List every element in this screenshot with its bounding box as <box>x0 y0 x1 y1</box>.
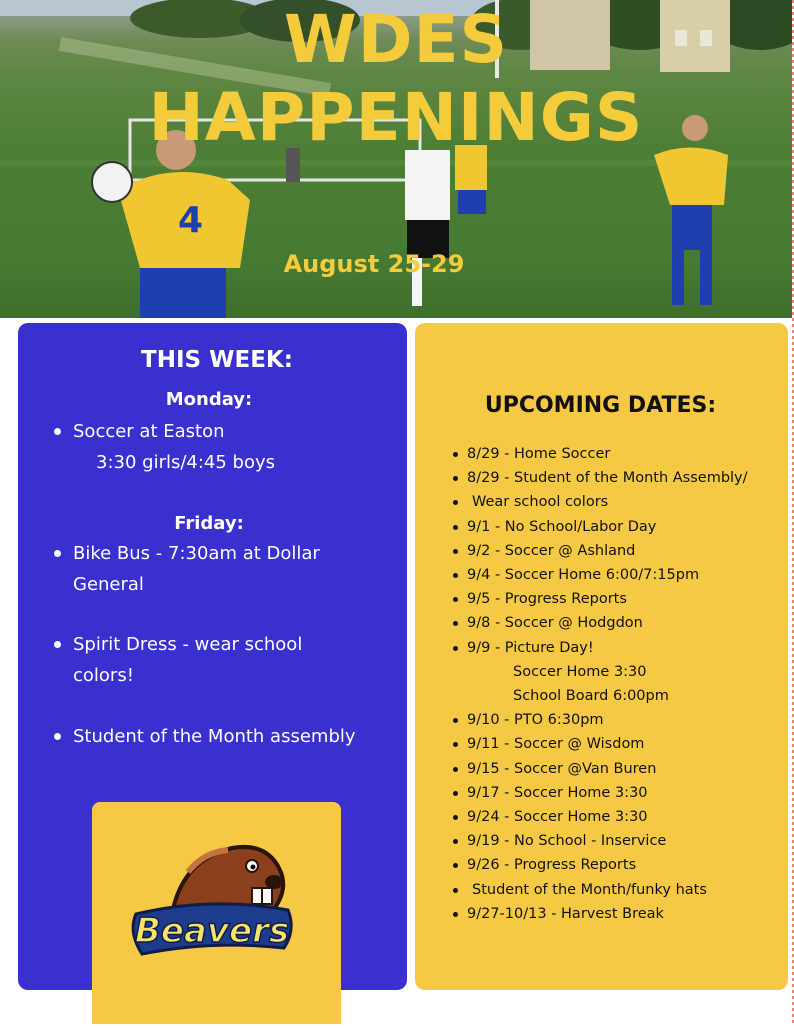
list-item-text: 9/9 - Picture Day! <box>467 639 594 656</box>
list-item-text: 9/19 - No School - Inservice <box>467 833 667 850</box>
list-item-text: 9/5 - Progress Reports <box>467 591 627 608</box>
date-range: August 25-29 <box>283 250 465 278</box>
list-item <box>453 902 783 926</box>
list-item-monday-soccer <box>54 416 374 478</box>
list-item <box>453 587 783 611</box>
list-item-text: Bike Bus - 7:30am at Dollar <box>73 543 320 564</box>
bullet-icon <box>453 791 458 796</box>
list-item-text: 9/8 - Soccer @ Hodgdon <box>467 615 643 632</box>
list-item-text-continued: colors! <box>73 665 134 686</box>
bullet-icon <box>453 452 458 457</box>
list-item <box>453 805 783 829</box>
list-item-text: 8/29 - Student of the Month Assembly/ <box>467 470 748 487</box>
bullet-icon <box>54 428 61 435</box>
list-item-text: 9/24 - Soccer Home 3:30 <box>467 809 648 826</box>
page-title-line-2: HAPPENINGS <box>148 79 644 156</box>
list-item <box>453 829 783 853</box>
list-item-text: 9/2 - Soccer @ Ashland <box>467 542 636 559</box>
bullet-icon <box>54 641 61 648</box>
list-item-subline <box>453 660 783 684</box>
list-item-text: 8/29 - Home Soccer <box>467 446 611 462</box>
logo-wordmark: Beavers <box>134 911 290 951</box>
list-item <box>453 515 783 539</box>
list-item-text: 9/15 - Soccer @Van Buren <box>467 760 657 777</box>
list-item-text: 9/11 - Soccer @ Wisdom <box>467 736 645 753</box>
list-item <box>453 539 783 563</box>
list-item <box>453 466 783 490</box>
upcoming-dates-panel <box>415 323 788 990</box>
friday-heading: Friday: <box>174 513 244 534</box>
bullet-icon <box>453 549 458 554</box>
list-item-text: Soccer Home 3:30 <box>513 663 647 680</box>
list-item-text-continued: General <box>73 574 144 595</box>
bullet-icon <box>453 525 458 530</box>
list-item-text: Spirit Dress - wear school <box>73 634 303 655</box>
list-item-text: 9/1 - No School/Labor Day <box>467 518 657 535</box>
list-item-text: 9/4 - Soccer Home 6:00/7:15pm <box>467 567 700 584</box>
list-item-text: Wear school colors <box>472 494 609 511</box>
list-item <box>453 781 783 805</box>
bullet-icon <box>453 888 458 893</box>
bullet-icon <box>453 912 458 917</box>
mascot-logo-box <box>92 802 341 1024</box>
list-item-text: School Board 6:00pm <box>513 688 669 705</box>
upcoming-dates-heading: UPCOMING DATES: <box>484 393 717 418</box>
list-item-subtext: 3:30 girls/4:45 boys <box>96 452 276 473</box>
list-item <box>453 757 783 781</box>
bullet-icon <box>453 646 458 651</box>
list-item <box>453 732 783 756</box>
bullet-icon <box>453 573 458 578</box>
list-item-text: Student of the Month assembly <box>73 726 356 747</box>
upcoming-dates-list <box>453 442 783 926</box>
list-item <box>453 636 783 660</box>
list-item-student-of-month <box>54 721 374 752</box>
list-item <box>453 708 783 732</box>
list-item <box>453 563 783 587</box>
list-item-text: Soccer at Easton <box>73 421 225 442</box>
list-item <box>453 442 783 466</box>
list-item <box>453 611 783 635</box>
list-item-bike-bus <box>54 538 374 600</box>
this-week-heading: THIS WEEK: <box>141 347 293 373</box>
list-item-text: Student of the Month/funky hats <box>472 881 707 898</box>
bullet-icon <box>453 767 458 772</box>
list-item <box>453 490 783 514</box>
list-item-text: 9/26 - Progress Reports <box>467 857 637 874</box>
list-item-subline <box>453 684 783 708</box>
monday-heading: Monday: <box>165 389 253 410</box>
list-item <box>453 878 783 902</box>
list-item-text: 9/17 - Soccer Home 3:30 <box>467 784 648 801</box>
beaver-mascot-icon <box>92 802 341 1024</box>
page-title-line-1: WDES <box>283 1 509 78</box>
list-item <box>453 853 783 877</box>
list-item-text: 9/10 - PTO 6:30pm <box>467 712 604 729</box>
list-item-spirit-dress <box>54 629 374 691</box>
svg-text:4: 4 <box>178 200 204 241</box>
bullet-icon <box>54 550 61 557</box>
bullet-icon <box>54 733 61 740</box>
list-item-text: 9/27-10/13 - Harvest Break <box>467 905 664 922</box>
hero-photo-banner <box>0 0 792 318</box>
